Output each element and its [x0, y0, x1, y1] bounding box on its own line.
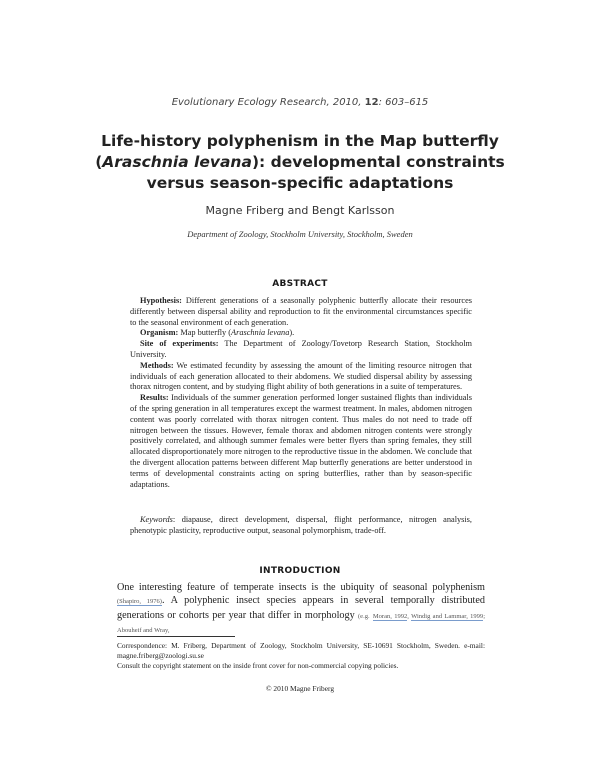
title-line-3: versus season-specific adaptations — [146, 174, 454, 192]
journal-volume: 12 — [364, 97, 379, 108]
introduction-heading: INTRODUCTION — [259, 566, 341, 576]
footnote — [117, 641, 485, 672]
keywords-label: Keywords — [140, 515, 173, 524]
title-line-1: Life-history polyphenism in the Map butterfly — [101, 132, 499, 150]
journal-citation: Evolutionary Ecology Research, 2010, 12: 603–615 — [171, 97, 429, 108]
authors: Magne Friberg and Bengt Karlsson — [205, 204, 395, 217]
correspondence: Correspondence: M. Friberg, Department of Zoology, Stockholm University, SE-10691 Stockholm, Sweden. e-mail: magne.friberg@zoologi.su.se — [117, 641, 485, 661]
abstract-heading: ABSTRACT — [272, 279, 328, 289]
affiliation: Department of Zoology, Stockholm University, Stockholm, Sweden — [187, 229, 413, 239]
ref-shapiro-link[interactable]: (Shapiro, 1976) — [117, 598, 162, 606]
copyright-statement: Consult the copyright statement on the inside front cover for non-commercial copying policies. — [117, 661, 399, 671]
abstract-body — [130, 296, 472, 490]
abstract-methods: Methods: We estimated fecundity by assessing the amount of the limiting resource nitrogen that individuals of each generation allocated to their abdomens. We studied dispersal ability by assessing thorax nitrogen content, and by studying flight ability of both generations in a suite of temperatures. — [130, 360, 472, 392]
abstract-hypothesis: Hypothesis: Different generations of a seasonally polyphenic butterfly allocate their resources differently between dispersal ability and reproduction to fit the environmental circumstances specific to the seasonal environment of each generation. — [130, 296, 472, 327]
ref-moran-link[interactable]: Moran, 1992 — [372, 612, 408, 620]
abstract-results: Results: Individuals of the summer generation performed longer sustained flights than individuals of the spring generation in all temperatures except the warmest treatment. In males, abdomen nitrogen content was poorly correlated with thorax nitrogen content. Thus males do not need to trade off nitrogen between the tissues. However, female thorax and abdomen nitrogen contents were strongly positively correlated, and although summer females were better flyers than spring females, they still allocated disproportionately more nitrogen to the reproductive tissue in the abdomen. We conclude that the divergent allocation patterns between different Map butterfly generations are better understood in terms of developmental constraints acting on spring butterflies, rather than by season-specific adaptations. — [130, 393, 473, 489]
abstract-organism: Organism: Map butterfly (Araschnia levana). — [140, 328, 295, 338]
journal-pages: 603–615 — [385, 97, 429, 108]
keywords-text: diapause, direct development, dispersal, flight performance, nitrogen analysis, phenotypic plasticity, reproductive output, seasonal polymorphism, trade-off. — [130, 515, 472, 535]
introduction-body: One interesting feature of temperate insects is the ubiquity of seasonal polyphenism (Shapiro, 1976). A polyphenic insect species appears in several temporally distributed generations or cohorts per year that differ in morphology (e.g. Moran, 1992, Windig and Lammar, 1999; Abouheif and Wray, — [117, 582, 485, 634]
title-line-2: (Araschnia levana): developmental constraints — [95, 153, 505, 171]
copyright: © 2010 Magne Friberg — [265, 684, 335, 693]
ref-windig-link[interactable]: Windig and Lammar, 1999 — [411, 612, 484, 620]
abstract-site: Site of experiments: The Department of Zoology/Tovetorp Research Station, Stockholm University. — [130, 339, 472, 359]
journal-year: 2010 — [332, 97, 359, 108]
paper-title — [60, 131, 540, 194]
keywords: Keywords: diapause, direct development, dispersal, flight performance, nitrogen analysis, phenotypic plasticity, reproductive output, seasonal polymorphism, trade-off. — [130, 515, 472, 535]
footnote-divider — [117, 636, 235, 637]
title-species: Araschnia levana — [102, 153, 252, 171]
journal-name: Evolutionary Ecology Research — [171, 97, 327, 108]
